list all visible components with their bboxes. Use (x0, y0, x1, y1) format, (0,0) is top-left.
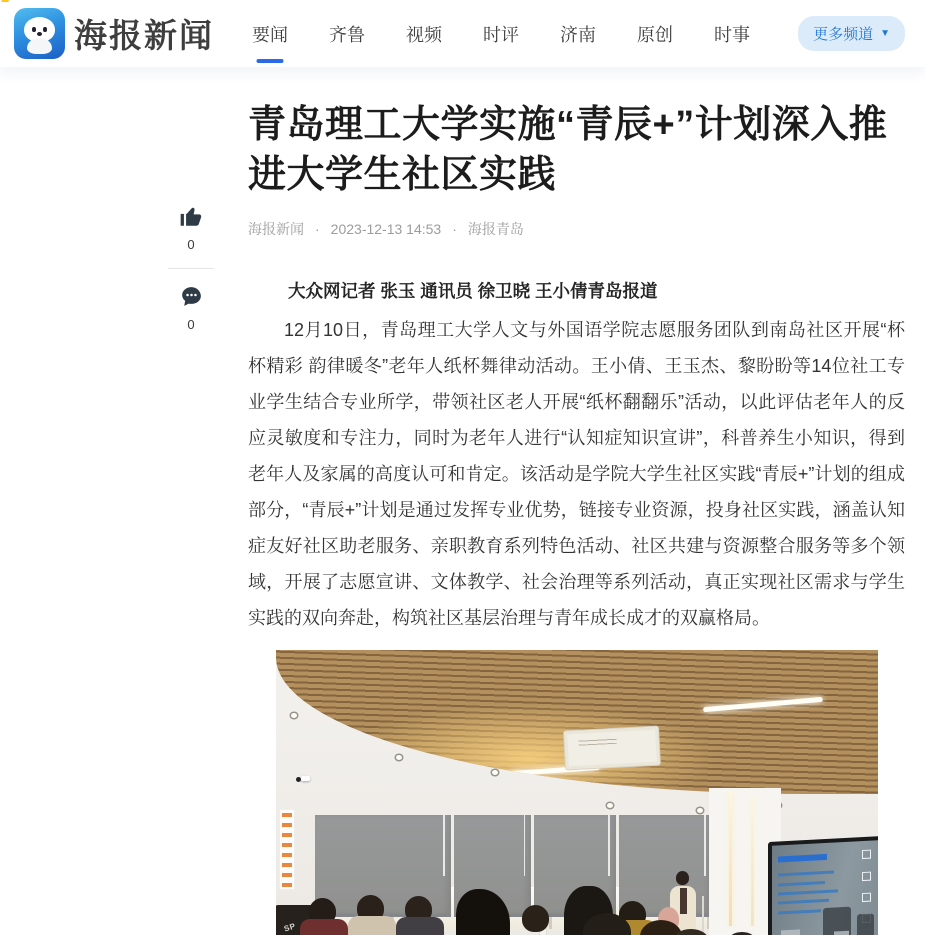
blind-cord (608, 815, 610, 876)
more-channels-button[interactable] (798, 16, 905, 51)
byline-time: 2023-12-13 14:53 (330, 221, 442, 237)
article-title: 青岛理工大学实施“青辰+”计划深入推进大学生社区实践 (248, 104, 888, 196)
slide-title-bar (778, 853, 827, 862)
tv-screen (772, 840, 878, 935)
ceiling-light-reflection (276, 650, 878, 794)
slide-checkbox (862, 871, 871, 880)
site-header (0, 0, 925, 67)
slide-checkbox (862, 850, 871, 859)
blind-cord (524, 815, 526, 876)
led-strip (751, 797, 754, 926)
comment-icon[interactable] (179, 284, 204, 309)
nav-item-shipin[interactable]: 视频 (406, 24, 442, 45)
slide-text-line (778, 871, 833, 877)
presentation-tv (768, 836, 878, 935)
rail-divider (168, 268, 214, 269)
presenter-scarf (680, 888, 687, 914)
thumbs-up-icon[interactable] (178, 203, 205, 229)
slide-text-line (778, 909, 821, 914)
article-byline (248, 219, 905, 239)
led-strip (729, 791, 732, 926)
slide-checkbox (862, 892, 871, 901)
tv-reflection (857, 913, 874, 935)
audience-person (396, 917, 444, 935)
blind-cord (704, 815, 706, 876)
spotlight (291, 713, 297, 718)
more-channels-label: 更多频道 (813, 26, 874, 43)
seal-body (27, 38, 52, 54)
blind-cord (443, 815, 445, 876)
tv-window-reflection (834, 931, 849, 935)
nav-item-yaowen[interactable]: 要闻 (252, 21, 288, 47)
nav-item-shishi[interactable]: 时事 (714, 24, 750, 45)
spotlight (396, 755, 402, 760)
slide-text-line (778, 881, 825, 886)
seal-nose (37, 32, 42, 36)
wall-poster (279, 809, 295, 890)
article (248, 67, 905, 935)
audience-head (522, 905, 549, 932)
nav-item-shiping[interactable]: 时评 (483, 24, 519, 45)
byline-column[interactable]: 海报青岛 (467, 221, 524, 237)
tv-window-reflection (780, 929, 799, 935)
presenter-head (676, 871, 689, 885)
slide-text-line (778, 899, 829, 905)
site-logo[interactable] (14, 8, 214, 59)
engagement-rail (168, 203, 214, 332)
comment-count: 0 (187, 317, 195, 332)
byline-source[interactable]: 海报新闻 (248, 221, 304, 237)
slide-text-line (778, 889, 838, 895)
seal-eye (32, 27, 36, 32)
spotlight (607, 803, 613, 808)
spotlight (697, 808, 703, 813)
seal-mascot-icon (14, 8, 65, 59)
nav-item-yuanchuang[interactable]: 原创 (637, 24, 673, 45)
like-count: 0 (187, 237, 195, 252)
microphone-stand (702, 896, 704, 935)
nav-item-jinan[interactable]: 济南 (560, 24, 596, 45)
article-page (0, 67, 925, 935)
security-camera (301, 776, 310, 781)
chevron-down-icon: ▼ (880, 28, 890, 39)
article-photo (276, 650, 878, 935)
jacket-text: SP (282, 921, 297, 934)
byline-dot: · (452, 221, 457, 237)
byline-dot: · (315, 221, 320, 237)
wood-slat-ceiling (276, 650, 878, 794)
audience-person (348, 916, 396, 935)
article-body: 12月10日，青岛理工大学人文与外国语学院志愿服务团队到南岛社区开展“杯杯精彩 韵律暖冬”老年人纸杯舞律动活动。王小倩、王玉杰、黎盼盼等14位社工专业学生结合专业所学，带领社区老人开展“纸杯翻翻乐”活动，以此评估老年人的反应灵敏度和专注力，同时为老年人进行“认知症知识宣讲”，科普养生小知识，得到老年人及家属的高度认可和肯定。该活动是学院大学生社区实践“青辰+”计划的组成部分，“青辰+”计划是通过发挥专业优势，链接专业资源，投身社区实践，涵盖认知症友好社区助老服务、亲职教育系列特色活动、社区共建与资源整合服务等多个领域，开展了志愿宣讲、文体教学、社会治理等系列活动，真正实现社区需求与学生实践的双向奔赴，构筑社区基层治理与青年成长成才的双赢格局。 (248, 320, 905, 628)
seal-eye (43, 27, 47, 32)
site-name: 海报新闻 (74, 17, 214, 54)
reporter-line: 大众网记者 张玉 通讯员 徐卫晓 王小倩青岛报道 (288, 281, 658, 301)
poster-orange-marks (282, 812, 292, 887)
audience-person (300, 919, 348, 935)
main-nav (252, 21, 750, 47)
nav-item-qilu[interactable]: 齐鲁 (329, 24, 365, 45)
air-conditioner-unit (563, 725, 661, 770)
logo-accent (1, 0, 9, 2)
ac-vents (579, 736, 617, 746)
